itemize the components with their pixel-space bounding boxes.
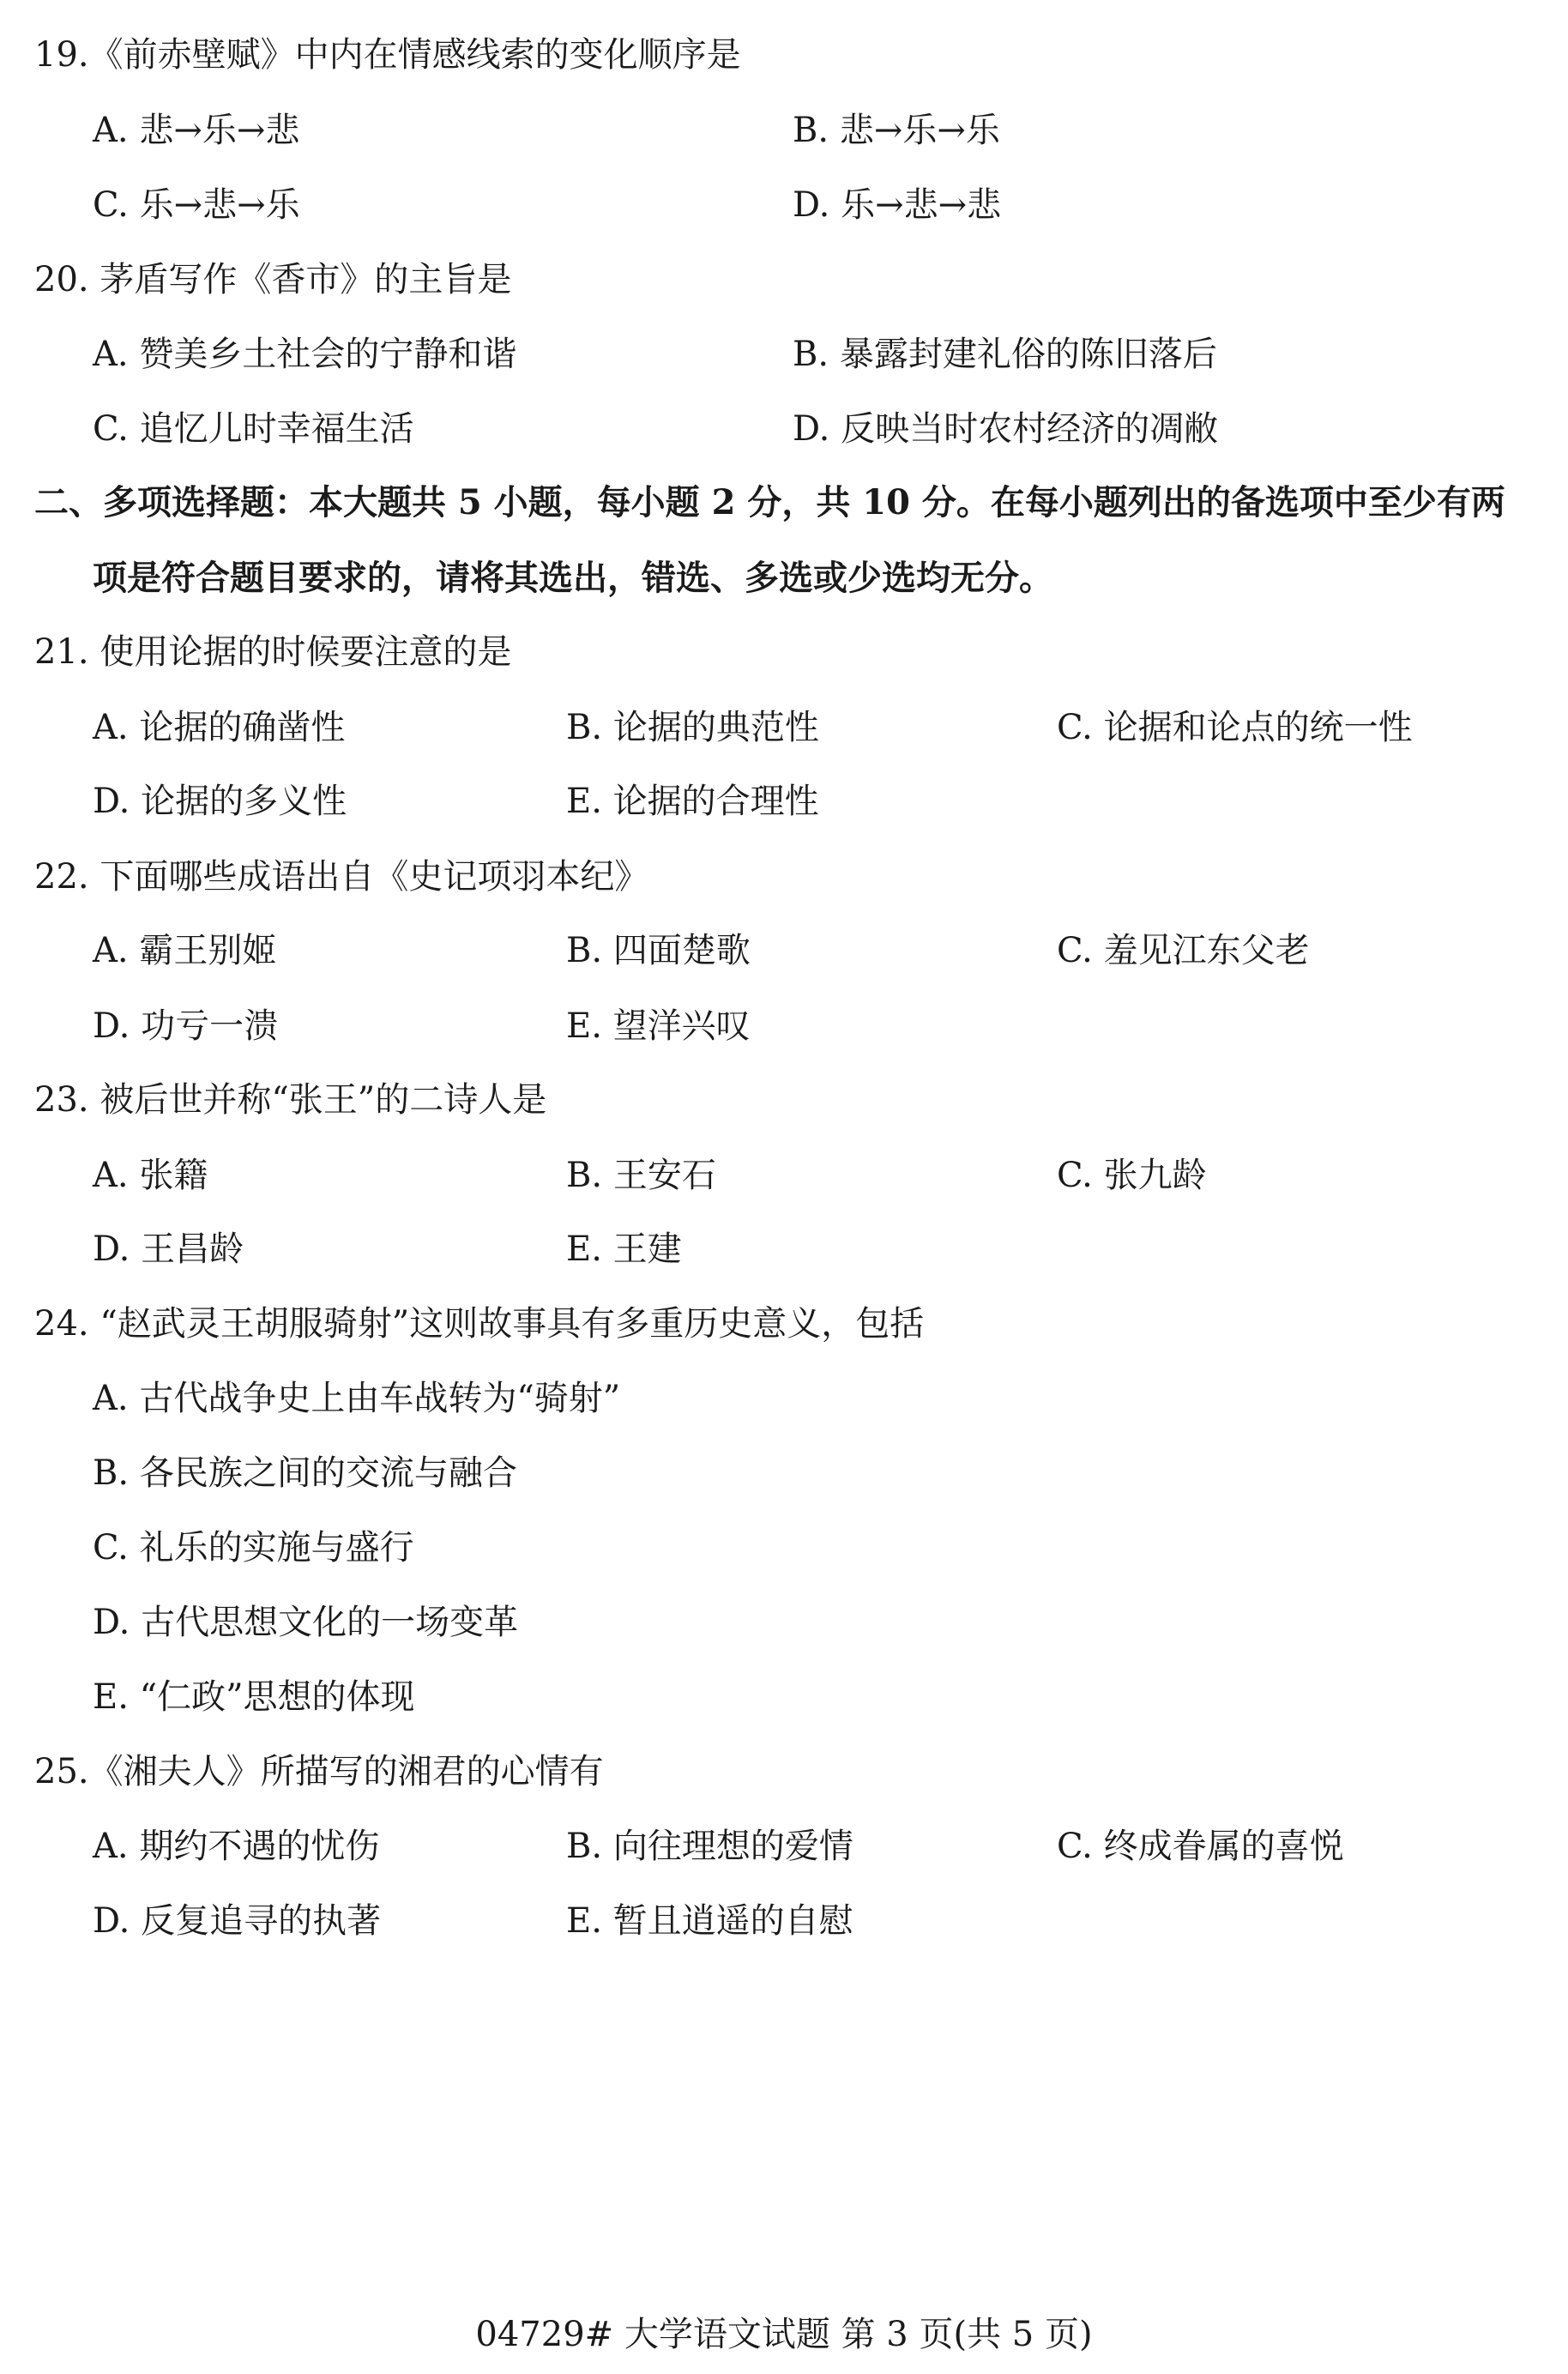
- question-19-stem: 19.《前赤壁赋》中内在情感线索的变化顺序是: [34, 35, 741, 75]
- question-21-option-b: B. 论据的典范性: [566, 708, 819, 747]
- question-19-option-d: D. 乐→悲→悲: [793, 185, 1002, 225]
- page-footer: 04729# 大学语文试题 第 3 页(共 5 页): [475, 2315, 1093, 2354]
- question-23-option-e: E. 王建: [566, 1229, 682, 1269]
- question-25-option-e: E. 暂且逍遥的自慰: [566, 1901, 853, 1941]
- question-24-option-d: D. 古代思想文化的一场变革: [93, 1603, 519, 1642]
- question-22-option-b: B. 四面楚歌: [566, 931, 751, 970]
- question-24-option-a: A. 古代战争史上由车战转为“骑射”: [93, 1379, 621, 1418]
- question-24-option-b: B. 各民族之间的交流与融合: [93, 1453, 517, 1493]
- question-25-stem: 25.《湘夫人》所描写的湘君的心情有: [34, 1752, 604, 1791]
- section-2-heading: 二、多项选择题：本大题共 5 小题，每小题 2 分，共 10 分。在每小题列出的备选项中至少有两: [34, 482, 1505, 523]
- question-21-option-c: C. 论据和论点的统一性: [1057, 708, 1413, 747]
- question-19-option-a: A. 悲→乐→悲: [93, 111, 300, 150]
- question-22-option-d: D. 功亏一溃: [93, 1006, 279, 1046]
- question-20-option-c: C. 追忆儿时幸福生活: [93, 409, 414, 449]
- question-24-option-c: C. 礼乐的实施与盛行: [93, 1528, 414, 1568]
- question-19-option-b: B. 悲→乐→乐: [793, 111, 1000, 150]
- question-20-option-b: B. 暴露封建礼俗的陈旧落后: [793, 335, 1217, 374]
- question-23-option-a: A. 张籍: [93, 1156, 208, 1195]
- question-22-stem: 22. 下面哪些成语出自《史记项羽本纪》: [34, 857, 649, 897]
- question-21-option-d: D. 论据的多义性: [93, 782, 347, 821]
- question-23-stem: 23. 被后世并称“张王”的二诗人是: [34, 1080, 547, 1120]
- question-25-option-d: D. 反复追寻的执著: [93, 1901, 382, 1941]
- question-22-option-c: C. 羞见江东父老: [1057, 931, 1310, 970]
- section-2-heading-continued: 项是符合题目要求的，请将其选出，错选、多选或少选均无分。: [93, 558, 1053, 598]
- question-23-option-c: C. 张九龄: [1057, 1156, 1207, 1195]
- question-19-option-c: C. 乐→悲→乐: [93, 185, 300, 225]
- question-25-option-b: B. 向往理想的爱情: [566, 1827, 853, 1866]
- question-20-option-d: D. 反映当时农村经济的凋敝: [793, 409, 1219, 449]
- question-25-option-c: C. 终成眷属的喜悦: [1057, 1827, 1344, 1866]
- question-24-stem: 24. “赵武灵王胡服骑射”这则故事具有多重历史意义，包括: [34, 1304, 925, 1344]
- question-23-option-d: D. 王昌龄: [93, 1229, 244, 1269]
- question-24-option-e: E. “仁政”思想的体现: [93, 1677, 415, 1717]
- question-21-stem: 21. 使用论据的时候要注意的是: [34, 632, 512, 672]
- question-22-option-e: E. 望洋兴叹: [566, 1006, 751, 1046]
- question-25-option-a: A. 期约不遇的忧伤: [93, 1827, 380, 1866]
- question-22-option-a: A. 霸王别姬: [93, 931, 277, 970]
- question-21-option-a: A. 论据的确凿性: [93, 708, 346, 747]
- question-20-option-a: A. 赞美乡土社会的宁静和谐: [93, 335, 517, 374]
- question-23-option-b: B. 王安石: [566, 1156, 716, 1195]
- question-20-stem: 20. 茅盾写作《香市》的主旨是: [34, 260, 512, 299]
- question-21-option-e: E. 论据的合理性: [566, 782, 819, 821]
